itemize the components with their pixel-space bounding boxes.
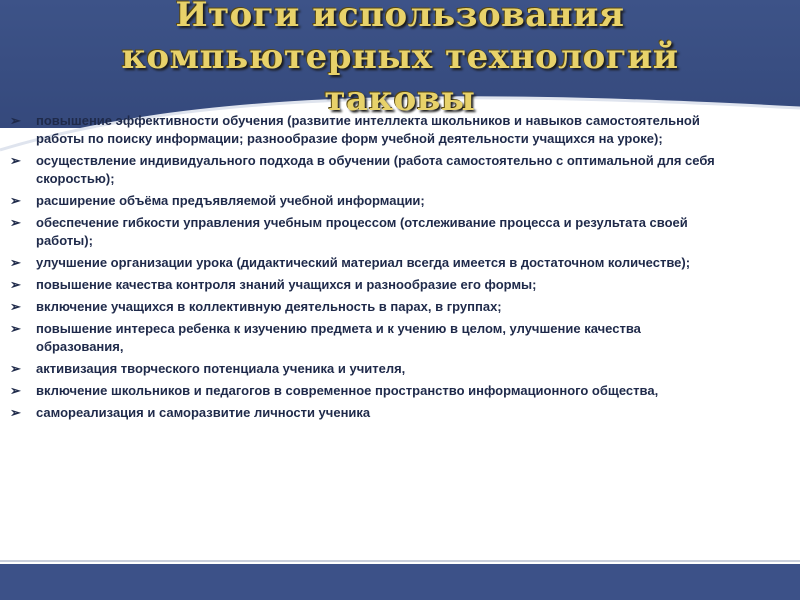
arrow-bullet-icon: ➢	[10, 277, 21, 292]
list-item	[10, 404, 730, 422]
arrow-bullet-icon: ➢	[10, 215, 21, 230]
list-item	[10, 254, 730, 272]
bullet-list	[10, 112, 730, 426]
list-item	[10, 320, 730, 356]
list-item	[10, 298, 730, 316]
list-item-text: повышение эффективности обучения (развитие интеллекта школьников и навыков самостоятельной работы по поиску информации; разнообразие форм учебной деятельности учащихся на уроке);	[36, 113, 700, 146]
list-item-text: включение школьников и педагогов в современное пространство информационного общества,	[36, 383, 659, 398]
list-item	[10, 112, 730, 148]
arrow-bullet-icon: ➢	[10, 153, 21, 168]
list-item	[10, 382, 730, 400]
title-line: таковы	[324, 79, 476, 119]
arrow-bullet-icon: ➢	[10, 383, 21, 398]
list-item-text: повышение качества контроля знаний учащихся и разнообразие его формы;	[36, 277, 537, 292]
list-item-text: улучшение организации урока (дидактический материал всегда имеется в достаточном количестве);	[36, 255, 691, 270]
list-item-text: обеспечение гибкости управления учебным процессом (отслеживание процесса и результата своей работы);	[36, 215, 688, 248]
list-item	[10, 192, 730, 210]
footer-band	[0, 564, 800, 600]
list-item-text: активизация творческого потенциала ученика и учителя,	[36, 361, 406, 376]
list-item-text: расширение объёма предъявляемой учебной информации;	[36, 193, 425, 208]
arrow-bullet-icon: ➢	[10, 113, 21, 128]
arrow-bullet-icon: ➢	[10, 299, 21, 314]
list-item-text: включение учащихся в коллективную деятельность в парах, в группах;	[36, 299, 502, 314]
list-item	[10, 214, 730, 250]
list-item-text: повышение интереса ребенка к изучению предмета и к учению в целом, улучшение качества образования,	[36, 321, 641, 354]
arrow-bullet-icon: ➢	[10, 255, 21, 270]
arrow-bullet-icon: ➢	[10, 361, 21, 376]
arrow-bullet-icon: ➢	[10, 193, 21, 208]
list-item	[10, 276, 730, 294]
arrow-bullet-icon: ➢	[10, 321, 21, 336]
list-item	[10, 360, 730, 378]
arrow-bullet-icon: ➢	[10, 405, 21, 420]
footer-divider	[0, 560, 800, 562]
slide-title	[0, 0, 800, 120]
title-line: Итоги использования	[175, 0, 625, 35]
list-item	[10, 152, 730, 188]
list-item-text: осуществление индивидуального подхода в обучении (работа самостоятельно с оптимальной для себя скоростью);	[36, 153, 715, 186]
title-line: компьютерных технологий	[121, 37, 679, 77]
list-item-text: самореализация и саморазвитие личности ученика	[36, 405, 371, 420]
